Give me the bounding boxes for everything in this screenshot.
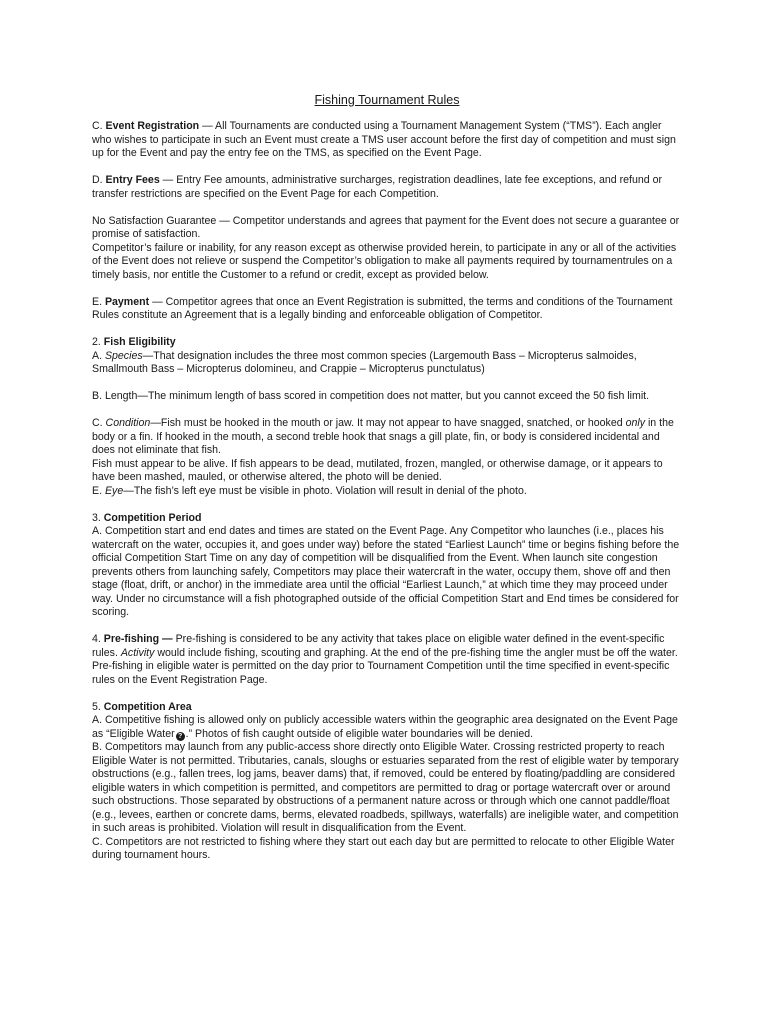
fish-eligibility-heading: Fish Eligibility — [103, 336, 176, 348]
alive-rule: Fish must appear to be alive. If fish appears to be dead, mutilated, frozen, mangled, or otherwise damage, or it appears to have been mashed, mauled, or otherwise altered, the photo will be denied. — [92, 457, 663, 483]
section-condition: C. Condition—Fish must be hooked in the mouth or jaw. It may not appear to have snagged, snatched, or hooked only in the body or a fin. If hooked in the mouth, a second treble hook that snags a gill plate, fin, or body is considered incidental and does not eliminate that fish. Fish must appear to be alive. If fish appears to be dead, mutilated, frozen, mangled, or otherwise damage, or it appears to have been mashed, mauled, or otherwise altered, the photo will be denied. E. Eye—The fish’s left eye must be visible in photo. Violation will result in denial of the photo. — [92, 417, 674, 497]
rule-b: B. Competitors may launch from any public-access shore directly onto Eligible Water. Crossing restricted property to reach Eligible Water is not permitted. Tributaries, canals, sloughs or estuaries separated from the rest of eligible water by temporary obstructions (e.g., fallen trees, log jams, beaver dams) that, if removed, could be entered by floating/paddling are considered eligible waters in which competition is permitted, and competitors are permitted to drag or portage watercraft over or around such obstructions. Those separated by obstructions of a permanent nature across or through which one cannot paddle/float (e.g., levees, earthen or concrete dams, berms, elevated roadbeds, spillways, waterfalls) are ineligible water, and competition in such areas is prohibited. Violation will result in disqualification from the Event. — [92, 741, 679, 834]
document-title: Fishing Tournament Rules — [314, 93, 460, 107]
section-satisfaction-guarantee: No Satisfaction Guarantee — Competitor understands and agrees that payment for the Event does not secure a guarantee or promise of satisfaction. Competitor’s failure or inability, for any reason except as otherwise provided herein, to participate in any or all of the activities of the Event does not relieve or suspend the Competitor’s obligation to make all payments required by tournamentrules on a timely basis, nor entitle the Customer to a refund or credit, except as provided below. — [92, 214, 680, 281]
eye-label: Eye — [104, 484, 124, 497]
section-competition-period: 3. Competition Period A. Competition start and end dates and times are stated on the Event Page. Any Competitor who launches (i.e., places his watercraft on the water, occupies it, and goes under way) before the stated “Earliest Launch” time or begins fishing before the official Competition Start Time on any day of competition will be disqualified from the Event. When launch site congestion prevents others from launching safely, Competitors may place their watercraft in the water, occupy them, shove off and then stage (float, drift, or anchor) in the immediate area until the official “Earliest Launch,” at which time they may proceed under way. Under no circumstance will a fish photographed outside of the official Competition Start and End times be considered for scoring. — [92, 511, 680, 618]
replacement-character-icon: ? — [176, 732, 185, 741]
section-pre-fishing: 4. Pre-fishing — Pre-fishing is considered to be any activity that takes place on eligible water defined in the event-specific rules. Activity would include fishing, scouting and graphing. At the end of the pre-fishing time the angler must be off the water. Pre-fishing in eligible water is permitted on the day prior to Tournament Competition until the time specified in event-specific rules on the Event Registration Page. — [92, 633, 678, 686]
activity-emphasis: Activity — [120, 646, 155, 659]
species-label: Species — [104, 349, 143, 362]
payment-heading: Payment — [104, 295, 150, 308]
section-entry-fees: D. Entry Fees — Entry Fee amounts, administrative surcharges, registration deadlines, late fee exceptions, and refund or transfer restrictions are specified on the Event Page for each Competition. — [92, 174, 663, 200]
competition-period-heading: Competition Period — [103, 511, 202, 524]
section-payment: E. Payment — Competitor agrees that once an Event Registration is submitted, the terms and conditions of the Tournament Rules constitute an Agreement that is a legally binding and enforceable obligation of Competitor. — [92, 295, 673, 321]
competition-area-heading: Competition Area — [103, 700, 192, 713]
section-fish-eligibility: 2. Fish Eligibility A. Species—That designation includes the three most common species (Largemouth Bass – Micropterus salmoides, Smallmouth Bass – Micropterus dolomineu, and Crappie – Micropterus punctulatus) — [92, 336, 637, 375]
event-registration-heading: Event Registration — [105, 120, 200, 132]
entry-fees-heading: Entry Fees — [105, 174, 160, 186]
section-length: B. Length—The minimum length of bass scored in competition does not matter, but you cannot exceed the 50 fish limit. — [92, 390, 650, 402]
rule-c: C. Competitors are not restricted to fishing where they start out each day but are permitted to relocate to other Eligible Water during tournament hours. — [92, 835, 675, 861]
section-event-registration: C. Event Registration — All Tournaments are conducted using a Tournament Management System (“TMS”). Each angler who wishes to participate in such an Event must create a TMS user account before the first day of competition and must sign up for the Event and pay the entry fee on the TMS, as specified on the Event Page. — [92, 120, 676, 159]
section-competition-area: 5. Competition Area A. Competitive fishing is allowed only on publicly accessible waters within the geographic area designated on the Event Page as “Eligible Water ? .” Photos of fish caught outside of eligible water boundaries will be denied. B. Competitors may launch from any public-access shore directly onto Eligible Water. Crossing restricted property to reach Eligible Water is not permitted. Tributaries, canals, sloughs or estuaries separated from the rest of eligible water by temporary obstructions (e.g., fallen trees, log jams, beaver dams) that, if removed, could be entered by floating/paddling are considered eligible waters in which competition is permitted, and competitors are permitted to drag or portage watercraft over or around such obstructions. Those separated by obstructions of a permanent nature across or through which one cannot paddle/float (e.g., levees, earthen or concrete dams, berms, elevated roadbeds, spillways, waterfalls) are ineligible water, and competition in such areas is prohibited. Violation will result in disqualification from the Event. C. Competitors are not restricted to fishing where they start out each day but are permitted to relocate to other Eligible Water during tournament hours. — [92, 700, 679, 861]
condition-label: Condition — [105, 417, 151, 429]
only-emphasis: only — [625, 417, 645, 429]
pre-fishing-heading: Pre-fishing — — [103, 633, 173, 645]
document-page — [92, 92, 682, 876]
